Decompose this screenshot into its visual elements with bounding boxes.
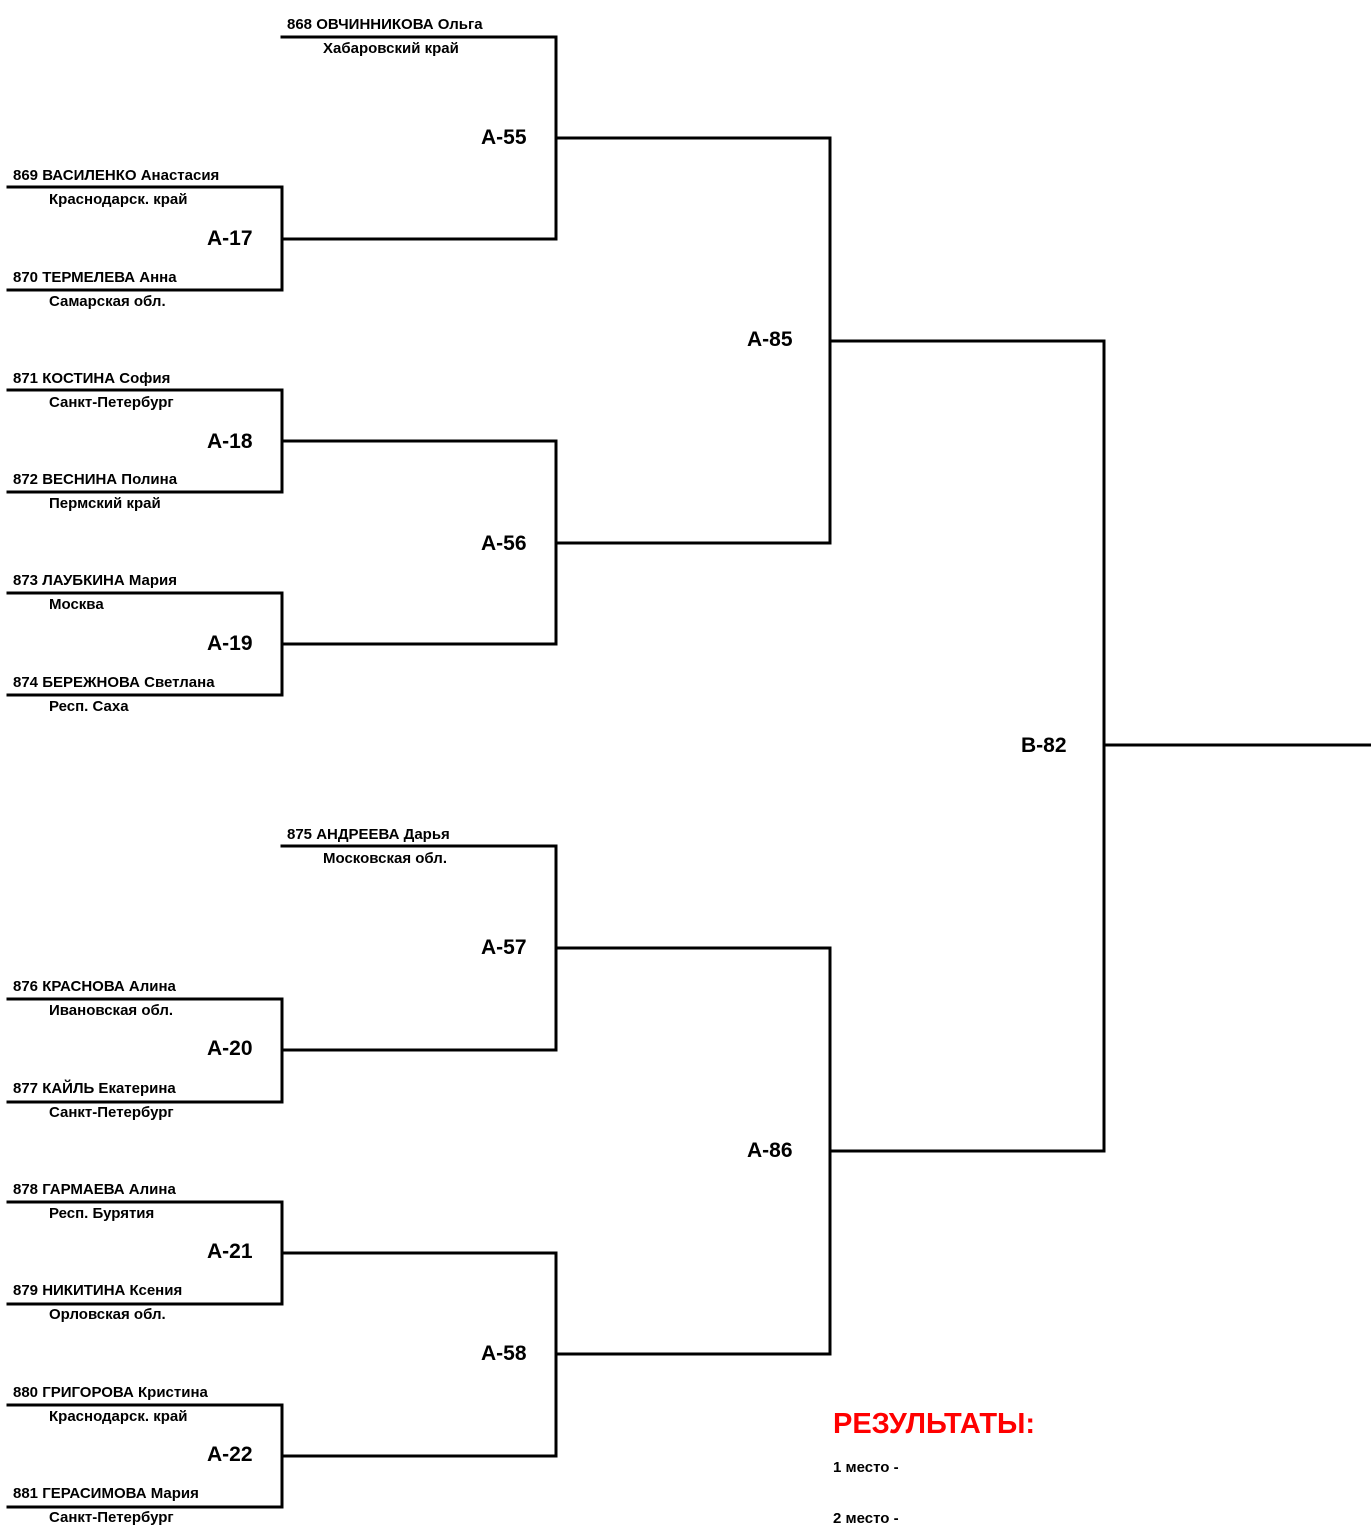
player-name: 868 ОВЧИННИКОВА Ольга — [287, 16, 483, 33]
player-name: 871 КОСТИНА София — [13, 370, 171, 387]
player-region: Орловская обл. — [49, 1306, 166, 1323]
player-region: Самарская обл. — [49, 293, 166, 310]
player-region: Хабаровский край — [323, 40, 459, 57]
player-name: 876 КРАСНОВА Алина — [13, 978, 176, 995]
player-region: Москва — [49, 596, 104, 613]
player-region: Респ. Бурятия — [49, 1205, 155, 1222]
player-name: 879 НИКИТИНА Ксения — [13, 1282, 183, 1299]
player-name: 877 КАЙЛЬ Екатерина — [13, 1080, 176, 1097]
player-name: 873 ЛАУБКИНА Мария — [13, 572, 178, 589]
bracket-line — [830, 138, 1104, 543]
first-place: 1 место - — [833, 1459, 899, 1476]
match-label: А-55 — [481, 126, 527, 149]
player-name: 872 ВЕСНИНА Полина — [13, 471, 178, 488]
match-label: А-21 — [207, 1240, 253, 1263]
player-region: Ивановская обл. — [49, 1002, 174, 1019]
player-region: Краснодарск. край — [49, 1408, 188, 1425]
match-label: А-85 — [747, 328, 793, 351]
player-region: Респ. Саха — [49, 698, 129, 715]
player-region: Пермский край — [49, 495, 161, 512]
player-name: 870 ТЕРМЕЛЕВА Анна — [13, 269, 177, 286]
player-name: 874 БЕРЕЖНОВА Светлана — [13, 674, 215, 691]
match-label: А-17 — [207, 227, 253, 250]
player-name: 878 ГАРМАЕВА Алина — [13, 1181, 176, 1198]
player-region: Санкт-Петербург — [49, 394, 174, 411]
bracket-line — [556, 1253, 830, 1456]
match-label: В-82 — [1021, 734, 1067, 757]
match-label: А-58 — [481, 1342, 527, 1365]
bracket-line — [1104, 341, 1371, 1151]
player-name: 881 ГЕРАСИМОВА Мария — [13, 1485, 199, 1502]
match-label: А-19 — [207, 632, 253, 655]
match-label: А-86 — [747, 1139, 793, 1162]
player-name: 880 ГРИГОРОВА Кристина — [13, 1384, 208, 1401]
bracket-line — [556, 441, 830, 644]
results-title: РЕЗУЛЬТАТЫ: — [833, 1408, 1036, 1440]
match-label: А-18 — [207, 430, 253, 453]
bracket-line — [282, 37, 830, 239]
player-region: Санкт-Петербург — [49, 1509, 174, 1526]
match-label: А-57 — [481, 936, 527, 959]
player-region: Московская обл. — [323, 850, 447, 867]
bracket-line — [830, 948, 1104, 1354]
second-place: 2 место - — [833, 1510, 899, 1527]
bracket-line — [282, 846, 830, 1050]
player-region: Краснодарск. край — [49, 191, 188, 208]
player-name: 869 ВАСИЛЕНКО Анастасия — [13, 167, 220, 184]
player-name: 875 АНДРЕЕВА Дарья — [287, 826, 450, 843]
match-label: А-20 — [207, 1037, 253, 1060]
player-region: Санкт-Петербург — [49, 1104, 174, 1121]
match-label: А-22 — [207, 1443, 253, 1466]
match-label: А-56 — [481, 532, 527, 555]
